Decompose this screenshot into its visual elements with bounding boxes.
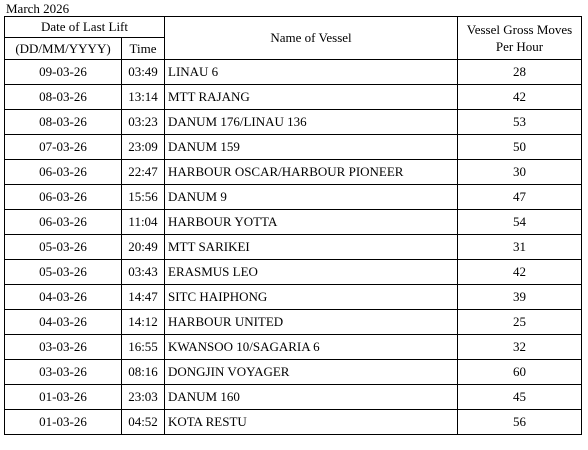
- vessel-name-cell: MTT SARIKEI: [165, 235, 458, 260]
- time-cell: 16:55: [122, 335, 165, 360]
- table-row: [5, 85, 582, 110]
- vessel-name-cell: ERASMUS LEO: [165, 260, 458, 285]
- date-cell: 08-03-26: [5, 85, 122, 110]
- gross-moves-cell: 56: [458, 410, 582, 435]
- table-row: [5, 185, 582, 210]
- vessel-name-cell: DANUM 176/LINAU 136: [165, 110, 458, 135]
- table-row: [5, 260, 582, 285]
- time-cell: 20:49: [122, 235, 165, 260]
- table-body: [5, 60, 582, 435]
- date-cell: 01-03-26: [5, 385, 122, 410]
- gross-moves-cell: 50: [458, 135, 582, 160]
- vessel-name-cell: KOTA RESTU: [165, 410, 458, 435]
- gross-moves-cell: 42: [458, 85, 582, 110]
- vessel-name-cell: HARBOUR UNITED: [165, 310, 458, 335]
- vessel-name-cell: DANUM 9: [165, 185, 458, 210]
- vessel-name-cell: DANUM 160: [165, 385, 458, 410]
- header-time: Time: [122, 38, 165, 60]
- date-cell: 01-03-26: [5, 410, 122, 435]
- time-cell: 15:56: [122, 185, 165, 210]
- date-cell: 05-03-26: [5, 235, 122, 260]
- gross-moves-cell: 39: [458, 285, 582, 310]
- gross-moves-cell: 45: [458, 385, 582, 410]
- header-date-of-last-lift: Date of Last Lift: [5, 17, 165, 38]
- time-cell: 23:09: [122, 135, 165, 160]
- date-cell: 04-03-26: [5, 285, 122, 310]
- gross-moves-cell: 60: [458, 360, 582, 385]
- date-cell: 03-03-26: [5, 335, 122, 360]
- table-row: [5, 135, 582, 160]
- table-caption: March 2026: [6, 1, 70, 16]
- table-row: [5, 410, 582, 435]
- time-cell: 14:47: [122, 285, 165, 310]
- date-cell: 07-03-26: [5, 135, 122, 160]
- table-row: [5, 160, 582, 185]
- date-cell: 09-03-26: [5, 60, 122, 85]
- time-cell: 08:16: [122, 360, 165, 385]
- vessel-name-cell: MTT RAJANG: [165, 85, 458, 110]
- vessel-name-cell: HARBOUR YOTTA: [165, 210, 458, 235]
- gross-moves-cell: 30: [458, 160, 582, 185]
- time-cell: 03:49: [122, 60, 165, 85]
- table-row: [5, 310, 582, 335]
- table-row: [5, 110, 582, 135]
- table-row: [5, 360, 582, 385]
- vessel-name-cell: HARBOUR OSCAR/HARBOUR PIONEER: [165, 160, 458, 185]
- vessel-name-cell: DONGJIN VOYAGER: [165, 360, 458, 385]
- gross-moves-cell: 25: [458, 310, 582, 335]
- time-cell: 14:12: [122, 310, 165, 335]
- time-cell: 23:03: [122, 385, 165, 410]
- header-date-format: (DD/MM/YYYY): [5, 38, 122, 60]
- table-row: [5, 235, 582, 260]
- vessel-name-cell: DANUM 159: [165, 135, 458, 160]
- header-vessel-name: Name of Vessel: [165, 17, 458, 60]
- time-cell: 11:04: [122, 210, 165, 235]
- header-gross-moves: Vessel Gross Moves Per Hour: [458, 17, 582, 60]
- gross-moves-cell: 32: [458, 335, 582, 360]
- gross-moves-cell: 28: [458, 60, 582, 85]
- table-row: [5, 285, 582, 310]
- gross-moves-cell: 54: [458, 210, 582, 235]
- gross-moves-cell: 47: [458, 185, 582, 210]
- vessel-name-cell: SITC HAIPHONG: [165, 285, 458, 310]
- time-cell: 13:14: [122, 85, 165, 110]
- date-cell: 06-03-26: [5, 185, 122, 210]
- time-cell: 22:47: [122, 160, 165, 185]
- table-row: [5, 385, 582, 410]
- table-row: [5, 335, 582, 360]
- time-cell: 03:23: [122, 110, 165, 135]
- time-cell: 03:43: [122, 260, 165, 285]
- date-cell: 04-03-26: [5, 310, 122, 335]
- date-cell: 03-03-26: [5, 360, 122, 385]
- date-cell: 05-03-26: [5, 260, 122, 285]
- gross-moves-cell: 31: [458, 235, 582, 260]
- gross-moves-cell: 53: [458, 110, 582, 135]
- gross-moves-cell: 42: [458, 260, 582, 285]
- date-cell: 06-03-26: [5, 160, 122, 185]
- time-cell: 04:52: [122, 410, 165, 435]
- date-cell: 08-03-26: [5, 110, 122, 135]
- table-row: [5, 210, 582, 235]
- vessel-name-cell: LINAU 6: [165, 60, 458, 85]
- vessel-lift-table: [4, 16, 582, 435]
- date-cell: 06-03-26: [5, 210, 122, 235]
- vessel-name-cell: KWANSOO 10/SAGARIA 6: [165, 335, 458, 360]
- table-row: [5, 60, 582, 85]
